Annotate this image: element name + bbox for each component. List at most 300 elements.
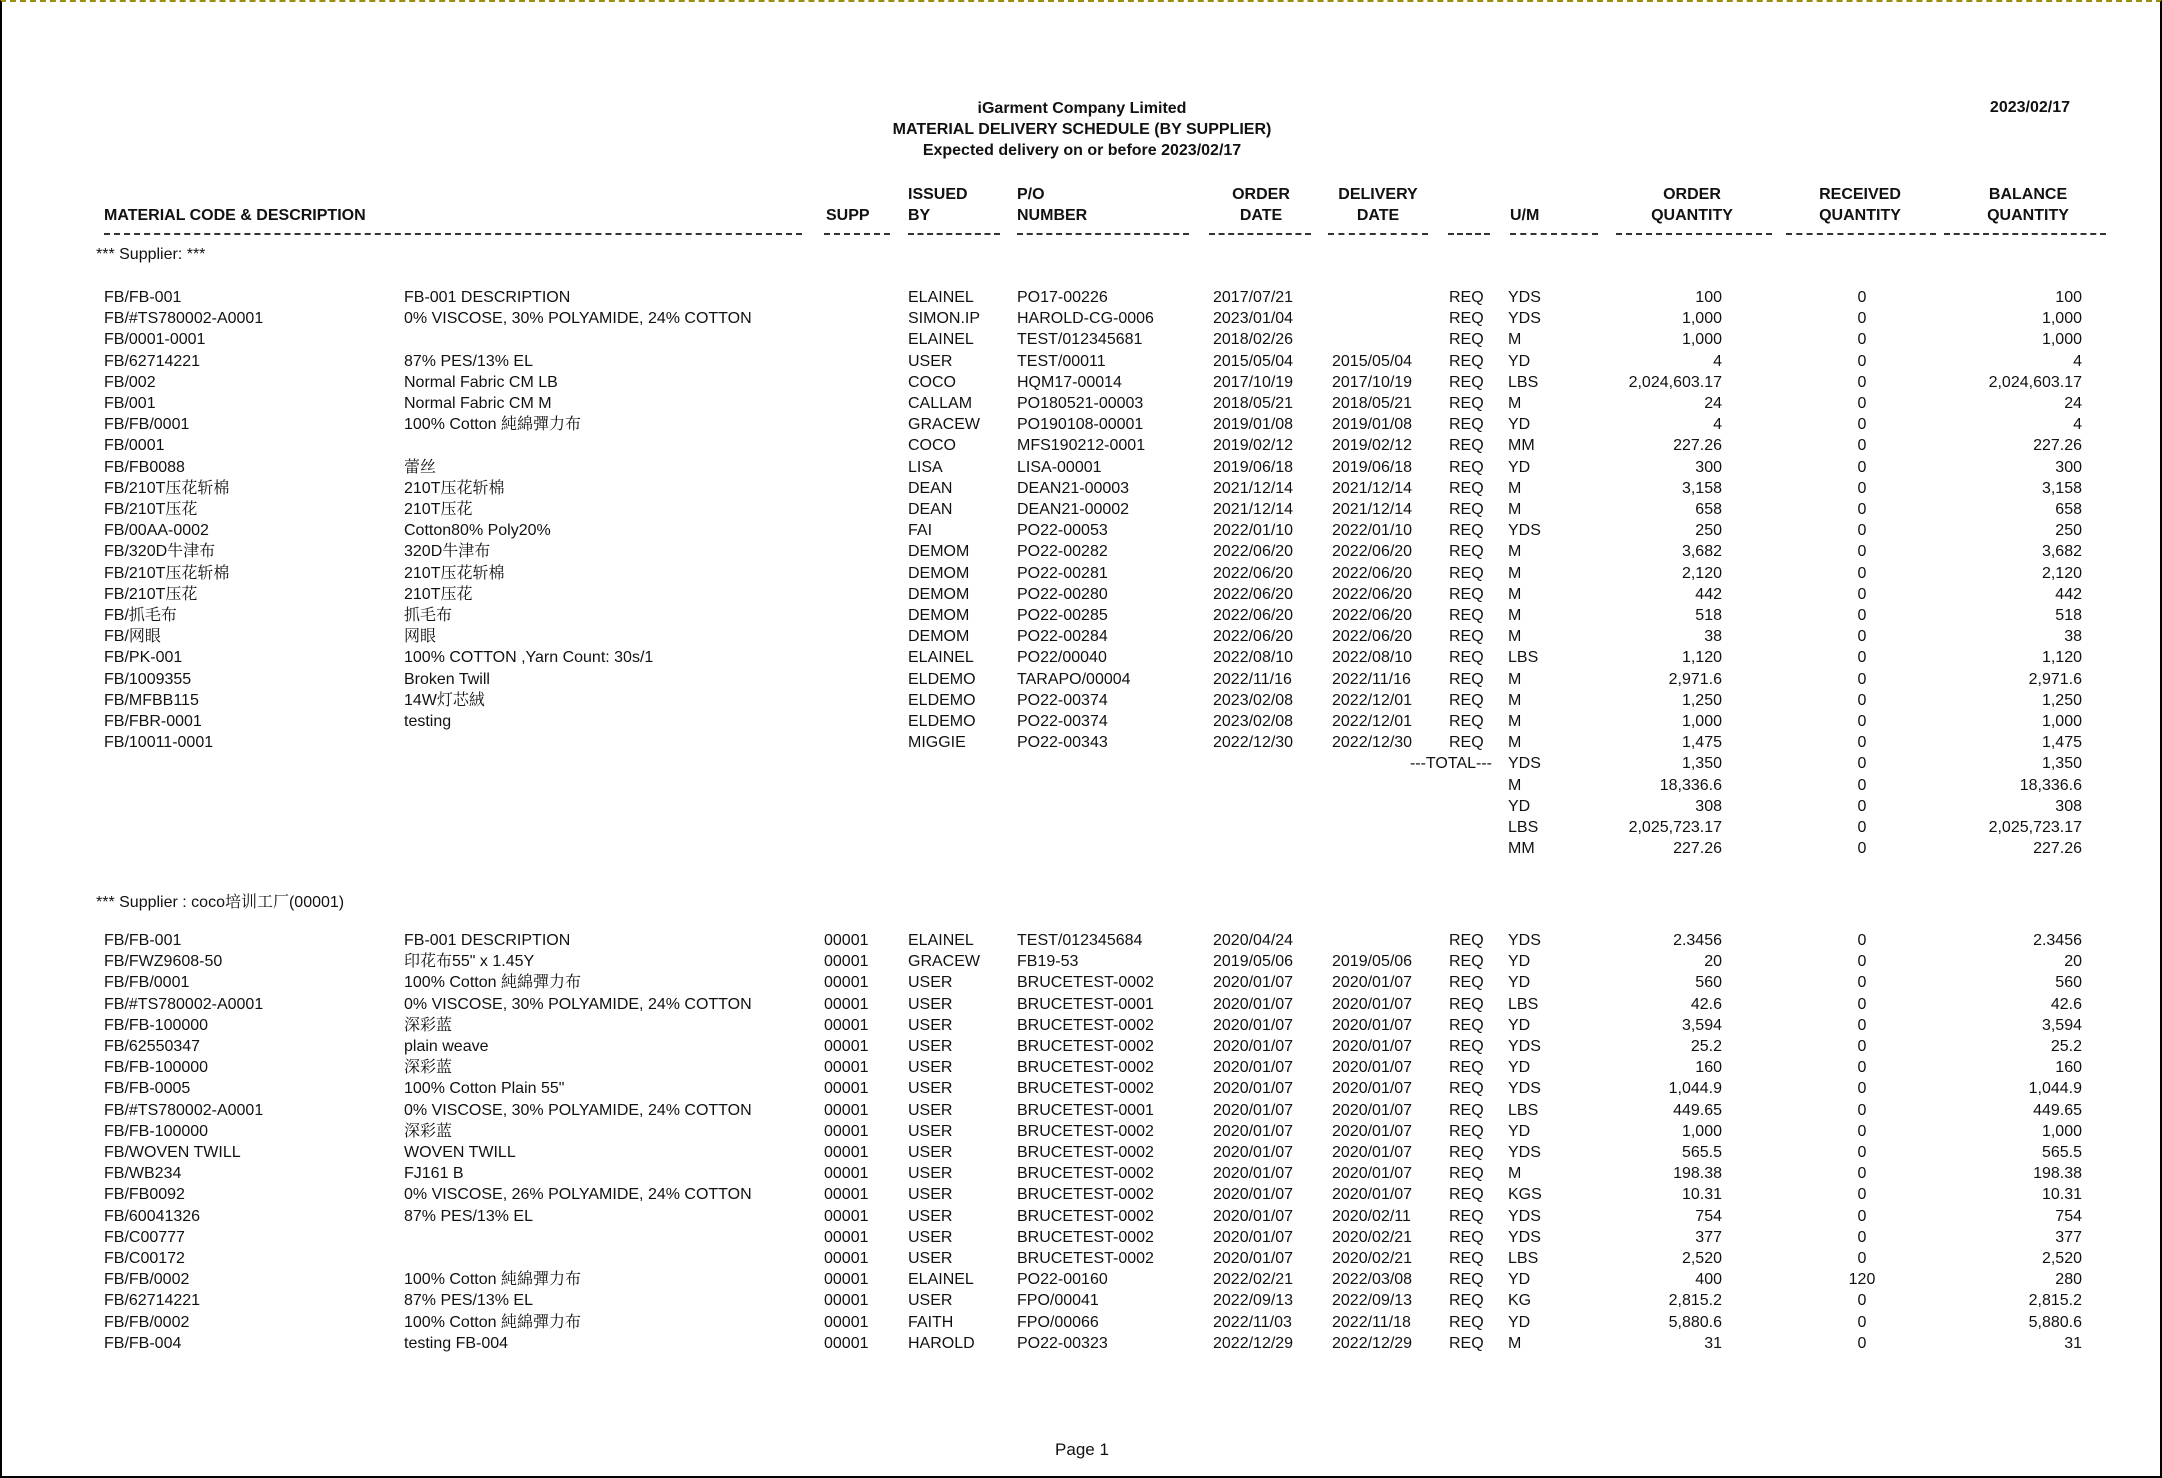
material-description: 210T压花斩棉	[404, 564, 505, 582]
material-description: FB-001 DESCRIPTION	[404, 932, 571, 949]
po-number: FPO/00041	[1017, 1292, 1099, 1310]
underline-order-qty	[1616, 233, 1772, 235]
table-row	[2, 478, 2162, 499]
delivery-date: 2017/10/19	[1332, 373, 1413, 391]
po-number: PO22-00281	[1017, 564, 1108, 582]
issued-by: USER	[908, 1038, 953, 1055]
status: REQ	[1449, 1271, 1484, 1289]
underline-received-qty	[1786, 233, 1936, 235]
issued-by: USER	[908, 1165, 953, 1183]
po-number: PO22/00040	[1017, 649, 1107, 667]
material-code: FB/#TS780002-A0001	[104, 995, 264, 1013]
issued-by: COCO	[908, 437, 956, 455]
total-received-quantity: 0	[1857, 755, 1867, 773]
material-description: Broken Twill	[404, 670, 490, 688]
received-quantity: 0	[1857, 564, 1867, 582]
delivery-date: 2022/11/18	[1332, 1313, 1411, 1331]
balance-quantity: 25.2	[2050, 1038, 2082, 1055]
order-quantity: 1,000	[1681, 310, 1722, 328]
total-unit: YD	[1508, 797, 1531, 815]
order-date: 2022/12/29	[1213, 1334, 1294, 1352]
delivery-date: 2020/01/07	[1332, 995, 1413, 1013]
balance-quantity: 280	[2055, 1271, 2082, 1289]
supplier-group-label: *** Supplier: ***	[96, 246, 206, 263]
table-row	[2, 351, 2162, 372]
balance-quantity: 4	[2073, 416, 2082, 434]
table-row	[2, 1036, 2162, 1057]
po-number: PO22-00285	[1017, 607, 1108, 624]
status: REQ	[1449, 995, 1484, 1013]
balance-quantity: 1,475	[2041, 734, 2082, 752]
issued-by: USER	[908, 1101, 953, 1119]
total-unit: M	[1508, 776, 1522, 794]
po-number: PO22-00323	[1017, 1334, 1108, 1352]
issued-by: ELDEMO	[908, 713, 976, 730]
unit-of-measure: YDS	[1508, 1228, 1541, 1246]
po-number: BRUCETEST-0002	[1017, 974, 1154, 992]
delivery-date: 2019/01/08	[1332, 416, 1413, 434]
table-row	[2, 287, 2162, 308]
order-date: 2021/12/14	[1213, 501, 1294, 518]
received-quantity: 120	[1848, 1271, 1876, 1289]
col-po-number: P/O NUMBER	[1017, 186, 1088, 224]
po-number: BRUCETEST-0002	[1017, 1080, 1154, 1098]
status: REQ	[1449, 607, 1484, 624]
unit-of-measure: YD	[1508, 416, 1531, 434]
status: REQ	[1449, 1101, 1484, 1119]
received-quantity: 0	[1857, 953, 1867, 971]
supplier-code: 00001	[824, 932, 869, 949]
status: REQ	[1449, 628, 1484, 646]
status: REQ	[1449, 352, 1484, 370]
po-number: PO22-00053	[1017, 522, 1108, 540]
supplier-code: 00001	[824, 1165, 869, 1183]
total-label: ---TOTAL---	[1409, 755, 1492, 773]
total-order-quantity: 227.26	[1673, 840, 1722, 858]
balance-quantity: 449.65	[2033, 1101, 2082, 1119]
status: REQ	[1449, 373, 1484, 391]
material-description: 100% Cotton Plain 55"	[404, 1080, 565, 1098]
received-quantity: 0	[1857, 1122, 1867, 1140]
status: REQ	[1449, 479, 1484, 497]
order-date: 2019/06/18	[1213, 458, 1294, 476]
total-row	[2, 796, 2162, 817]
balance-quantity: 2.3456	[2033, 932, 2082, 949]
material-description: 抓毛布	[404, 607, 453, 624]
delivery-date: 2022/11/16	[1332, 670, 1411, 688]
received-quantity: 0	[1857, 628, 1867, 646]
status: REQ	[1449, 289, 1484, 306]
status: REQ	[1449, 649, 1484, 667]
material-code: FB/WOVEN TWILL	[104, 1144, 241, 1161]
order-date: 2022/12/30	[1213, 734, 1294, 752]
balance-quantity: 5,880.6	[2028, 1313, 2082, 1331]
material-code: FB/#TS780002-A0001	[104, 310, 264, 328]
status: REQ	[1449, 1080, 1484, 1098]
material-description: FJ161 B	[404, 1165, 464, 1183]
order-date: 2020/01/07	[1213, 1059, 1294, 1077]
material-description: 深彩蓝	[404, 1122, 453, 1140]
issued-by: USER	[908, 1207, 953, 1225]
order-date: 2017/10/19	[1213, 373, 1294, 391]
issued-by: USER	[908, 1080, 953, 1098]
total-received-quantity: 0	[1857, 819, 1867, 836]
material-description: Normal Fabric CM LB	[404, 373, 558, 391]
status: REQ	[1449, 1122, 1484, 1140]
underline-balance-qty	[1944, 233, 2106, 235]
issued-by: USER	[908, 995, 953, 1013]
material-code: FB/002	[104, 373, 156, 391]
delivery-date: 2022/12/01	[1332, 691, 1413, 709]
issued-by: USER	[908, 1250, 953, 1267]
order-date: 2015/05/04	[1213, 352, 1294, 370]
balance-quantity: 754	[2055, 1207, 2082, 1225]
total-balance-quantity: 308	[2055, 797, 2082, 815]
issued-by: LISA	[908, 458, 943, 476]
balance-quantity: 658	[2055, 501, 2082, 518]
status: REQ	[1449, 974, 1484, 992]
balance-quantity: 3,594	[2041, 1016, 2082, 1034]
received-quantity: 0	[1857, 1016, 1867, 1034]
order-date: 2020/01/07	[1213, 1080, 1294, 1098]
order-quantity: 42.6	[1690, 995, 1722, 1013]
order-quantity: 754	[1695, 1207, 1722, 1225]
table-row	[2, 457, 2162, 478]
status: REQ	[1449, 1186, 1484, 1204]
balance-quantity: 227.26	[2033, 437, 2082, 455]
received-quantity: 0	[1857, 670, 1867, 688]
material-code: FB/FBR-0001	[104, 713, 202, 730]
balance-quantity: 3,158	[2041, 479, 2082, 497]
supplier-code: 00001	[824, 1292, 869, 1310]
delivery-date: 2022/03/08	[1332, 1271, 1413, 1289]
status: REQ	[1449, 501, 1484, 518]
issued-by: CALLAM	[908, 395, 973, 412]
material-code: FB/62550347	[104, 1038, 201, 1055]
order-date: 2020/01/07	[1213, 1101, 1294, 1119]
material-description: 87% PES/13% EL	[404, 352, 533, 370]
order-quantity: 2.3456	[1673, 932, 1722, 949]
po-number: PO22-00374	[1017, 691, 1108, 709]
order-quantity: 1,044.9	[1668, 1080, 1722, 1098]
order-quantity: 449.65	[1673, 1101, 1722, 1119]
status: REQ	[1449, 1228, 1484, 1246]
status: REQ	[1449, 310, 1484, 328]
material-code: FB/FB-100000	[104, 1016, 209, 1034]
order-quantity: 250	[1695, 522, 1722, 540]
material-code: FB/FB/0001	[104, 974, 190, 992]
delivery-date: 2020/01/07	[1332, 1165, 1413, 1183]
material-code: FB/FB-100000	[104, 1122, 209, 1140]
po-number: PO22-00343	[1017, 734, 1108, 752]
balance-quantity: 31	[2064, 1334, 2082, 1352]
balance-quantity: 250	[2055, 522, 2082, 540]
order-date: 2022/06/20	[1213, 628, 1294, 646]
table-row	[2, 1248, 2162, 1269]
received-quantity: 0	[1857, 543, 1867, 561]
material-code: FB/001	[104, 395, 156, 412]
total-order-quantity: 1,350	[1681, 755, 1722, 773]
unit-of-measure: YDS	[1508, 1207, 1541, 1225]
balance-quantity: 24	[2064, 395, 2082, 412]
col-issued-by: ISSUED BY	[908, 186, 968, 224]
table-row	[2, 626, 2162, 647]
po-number: BRUCETEST-0001	[1017, 1101, 1154, 1119]
received-quantity: 0	[1857, 416, 1867, 434]
po-number: BRUCETEST-0001	[1017, 995, 1154, 1013]
received-quantity: 0	[1857, 995, 1867, 1013]
table-row	[2, 308, 2162, 329]
status: REQ	[1449, 543, 1484, 561]
material-description: 0% VISCOSE, 30% POLYAMIDE, 24% COTTON	[404, 995, 752, 1013]
delivery-date: 2020/01/07	[1332, 1016, 1413, 1034]
balance-quantity: 1,120	[2041, 649, 2082, 667]
material-code: FB/FB0088	[104, 458, 185, 476]
received-quantity: 0	[1857, 289, 1867, 306]
delivery-date: 2021/12/14	[1332, 501, 1413, 518]
order-date: 2022/09/13	[1213, 1292, 1294, 1310]
table-row	[2, 1015, 2162, 1036]
order-date: 2020/01/07	[1213, 974, 1294, 992]
balance-quantity: 1,000	[2041, 310, 2082, 328]
unit-of-measure: LBS	[1508, 649, 1539, 667]
issued-by: ELDEMO	[908, 670, 976, 688]
po-number: TEST/00011	[1017, 352, 1106, 370]
order-date: 2020/01/07	[1213, 1038, 1294, 1055]
balance-quantity: 560	[2055, 974, 2082, 992]
unit-of-measure: YDS	[1508, 1038, 1541, 1055]
col-um: U/M	[1510, 207, 1540, 224]
po-number: BRUCETEST-0002	[1017, 1059, 1154, 1077]
order-quantity: 227.26	[1673, 437, 1722, 455]
delivery-date: 2020/01/07	[1332, 1122, 1413, 1140]
table-row	[2, 372, 2162, 393]
po-number: PO17-00226	[1017, 289, 1108, 306]
status: REQ	[1449, 713, 1484, 730]
material-code: FB/210T压花	[104, 585, 198, 603]
delivery-date: 2015/05/04	[1332, 352, 1413, 370]
order-quantity: 4	[1713, 352, 1722, 370]
balance-quantity: 4	[2073, 352, 2082, 370]
unit-of-measure: YDS	[1508, 1144, 1541, 1161]
order-quantity: 2,520	[1681, 1250, 1722, 1267]
order-date: 2022/06/20	[1213, 564, 1294, 582]
page-number: Page 1	[1055, 1440, 1109, 1459]
unit-of-measure: YD	[1508, 1059, 1531, 1077]
material-code: FB/10011-0001	[104, 734, 214, 752]
balance-quantity: 300	[2055, 458, 2082, 476]
material-description: 100% Cotton 純綿彈力布	[404, 974, 581, 992]
material-code: FB/FB/0001	[104, 416, 190, 434]
order-quantity: 1,250	[1681, 691, 1722, 709]
col-received-qty: RECEIVED QUANTITY	[1819, 186, 1901, 224]
delivery-date: 2019/05/06	[1332, 953, 1413, 971]
order-date: 2018/05/21	[1213, 395, 1294, 412]
balance-quantity: 20	[2064, 953, 2082, 971]
issued-by: GRACEW	[908, 416, 980, 434]
table-row	[2, 1142, 2162, 1163]
delivery-date: 2019/06/18	[1332, 458, 1413, 476]
balance-quantity: 3,682	[2041, 543, 2082, 561]
material-code: FB/C00172	[104, 1250, 185, 1267]
unit-of-measure: M	[1508, 670, 1522, 688]
delivery-date: 2021/12/14	[1332, 479, 1413, 497]
po-number: PO190108-00001	[1017, 416, 1144, 434]
material-code: FB/FB-001	[104, 932, 182, 949]
col-balance-qty: BALANCE QUANTITY	[1987, 186, 2069, 224]
balance-quantity: 1,000	[2041, 713, 2082, 730]
col-order-date: ORDER DATE	[1232, 186, 1290, 224]
status: REQ	[1449, 1016, 1484, 1034]
balance-quantity: 1,250	[2041, 691, 2082, 709]
issued-by: COCO	[908, 373, 956, 391]
material-code: FB/C00777	[104, 1228, 185, 1246]
order-quantity: 1,120	[1681, 649, 1722, 667]
total-row	[2, 753, 2162, 774]
delivery-date: 2022/09/13	[1332, 1292, 1413, 1310]
issued-by: MIGGIE	[908, 734, 966, 752]
issued-by: ELAINEL	[908, 331, 974, 349]
underline-um	[1510, 233, 1598, 235]
total-unit: MM	[1508, 840, 1535, 858]
unit-of-measure: YDS	[1508, 932, 1541, 949]
table-row	[2, 994, 2162, 1015]
received-quantity: 0	[1857, 1186, 1867, 1204]
total-order-quantity: 2,025,723.17	[1628, 819, 1722, 836]
underline-po	[1017, 233, 1189, 235]
balance-quantity: 565.5	[2041, 1144, 2082, 1161]
delivery-date: 2022/01/10	[1332, 522, 1413, 540]
status: REQ	[1449, 1292, 1484, 1310]
supplier-code: 00001	[824, 1334, 869, 1352]
supplier-group-label: *** Supplier : coco培训工厂(00001)	[96, 894, 345, 911]
po-number: PO22-00284	[1017, 628, 1108, 646]
company-name: iGarment Company Limited	[977, 100, 1187, 117]
delivery-date: 2020/01/07	[1332, 1186, 1413, 1204]
received-quantity: 0	[1857, 1228, 1867, 1246]
table-row	[2, 520, 2162, 541]
po-number: BRUCETEST-0002	[1017, 1207, 1154, 1225]
order-date: 2020/04/24	[1213, 932, 1294, 949]
po-number: BRUCETEST-0002	[1017, 1144, 1154, 1161]
material-description: 深彩蓝	[404, 1016, 453, 1034]
material-description: Normal Fabric CM M	[404, 395, 552, 412]
unit-of-measure: YD	[1508, 458, 1531, 476]
unit-of-measure: M	[1508, 1165, 1522, 1183]
table-row	[2, 1206, 2162, 1227]
material-code: FB/60041326	[104, 1207, 201, 1225]
received-quantity: 0	[1857, 691, 1867, 709]
table-row	[2, 329, 2162, 350]
status: REQ	[1449, 1144, 1484, 1161]
col-order-qty: ORDER QUANTITY	[1651, 186, 1733, 224]
order-date: 2020/01/07	[1213, 995, 1294, 1013]
issued-by: FAITH	[908, 1313, 954, 1331]
po-number: TARAPO/00004	[1017, 670, 1131, 688]
material-code: FB/62714221	[104, 352, 201, 370]
material-description: 网眼	[404, 628, 437, 646]
order-quantity: 3,682	[1681, 543, 1722, 561]
unit-of-measure: M	[1508, 501, 1522, 518]
unit-of-measure: YDS	[1508, 310, 1541, 328]
report-title: MATERIAL DELIVERY SCHEDULE (BY SUPPLIER)	[892, 121, 1272, 138]
issued-by: DEAN	[908, 501, 953, 518]
order-quantity: 25.2	[1690, 1038, 1722, 1055]
delivery-date: 2022/06/20	[1332, 607, 1413, 624]
order-quantity: 2,024,603.17	[1628, 373, 1722, 391]
material-code: FB/FB/0002	[104, 1271, 190, 1289]
received-quantity: 0	[1857, 713, 1867, 730]
table-row	[2, 732, 2162, 753]
status: REQ	[1449, 1165, 1484, 1183]
material-code: FB/FB-004	[104, 1334, 182, 1352]
status: REQ	[1449, 395, 1484, 412]
unit-of-measure: LBS	[1508, 373, 1539, 391]
status: REQ	[1449, 691, 1484, 709]
status: REQ	[1449, 437, 1484, 455]
unit-of-measure: LBS	[1508, 995, 1539, 1013]
po-number: PO22-00280	[1017, 585, 1108, 603]
issued-by: DEMOM	[908, 628, 970, 646]
order-quantity: 31	[1704, 1334, 1722, 1352]
material-code: FB/1009355	[104, 670, 192, 688]
unit-of-measure: YDS	[1508, 1080, 1541, 1098]
delivery-date: 2022/06/20	[1332, 543, 1413, 561]
report-date: 2023/02/17	[1989, 99, 2070, 116]
total-row	[2, 838, 2162, 859]
order-quantity: 10.31	[1681, 1186, 1722, 1204]
status: REQ	[1449, 331, 1484, 349]
total-balance-quantity: 2,025,723.17	[1988, 819, 2082, 836]
received-quantity: 0	[1857, 607, 1867, 624]
table-row	[2, 1057, 2162, 1078]
unit-of-measure: M	[1508, 691, 1522, 709]
delivery-date: 2020/02/21	[1332, 1228, 1413, 1246]
material-description: 蕾丝	[404, 458, 437, 476]
status: REQ	[1449, 458, 1484, 476]
po-number: BRUCETEST-0002	[1017, 1016, 1154, 1034]
order-date: 2020/01/07	[1213, 1144, 1294, 1161]
material-description: 0% VISCOSE, 26% POLYAMIDE, 24% COTTON	[404, 1186, 752, 1204]
supplier-code: 00001	[824, 1271, 869, 1289]
unit-of-measure: M	[1508, 395, 1522, 412]
table-row	[2, 1121, 2162, 1142]
issued-by: USER	[908, 1144, 953, 1161]
received-quantity: 0	[1857, 649, 1867, 667]
unit-of-measure: M	[1508, 479, 1522, 497]
order-quantity: 1,000	[1681, 713, 1722, 730]
received-quantity: 0	[1857, 373, 1867, 391]
table-row	[2, 1269, 2162, 1290]
issued-by: DEMOM	[908, 607, 970, 624]
material-code: FB/210T压花	[104, 501, 198, 518]
received-quantity: 0	[1857, 458, 1867, 476]
received-quantity: 0	[1857, 585, 1867, 603]
table-row	[2, 1163, 2162, 1184]
delivery-date: 2020/01/07	[1332, 1038, 1413, 1055]
delivery-date: 2022/12/29	[1332, 1334, 1413, 1352]
order-quantity: 377	[1695, 1228, 1722, 1246]
balance-quantity: 1,000	[2041, 1122, 2082, 1140]
issued-by: HAROLD	[908, 1334, 975, 1352]
delivery-date: 2020/02/11	[1332, 1207, 1411, 1225]
status: REQ	[1449, 1334, 1484, 1352]
table-row	[2, 584, 2162, 605]
issued-by: USER	[908, 1059, 953, 1077]
supplier-code: 00001	[824, 1144, 869, 1161]
order-quantity: 160	[1695, 1059, 1722, 1077]
issued-by: USER	[908, 1228, 953, 1246]
